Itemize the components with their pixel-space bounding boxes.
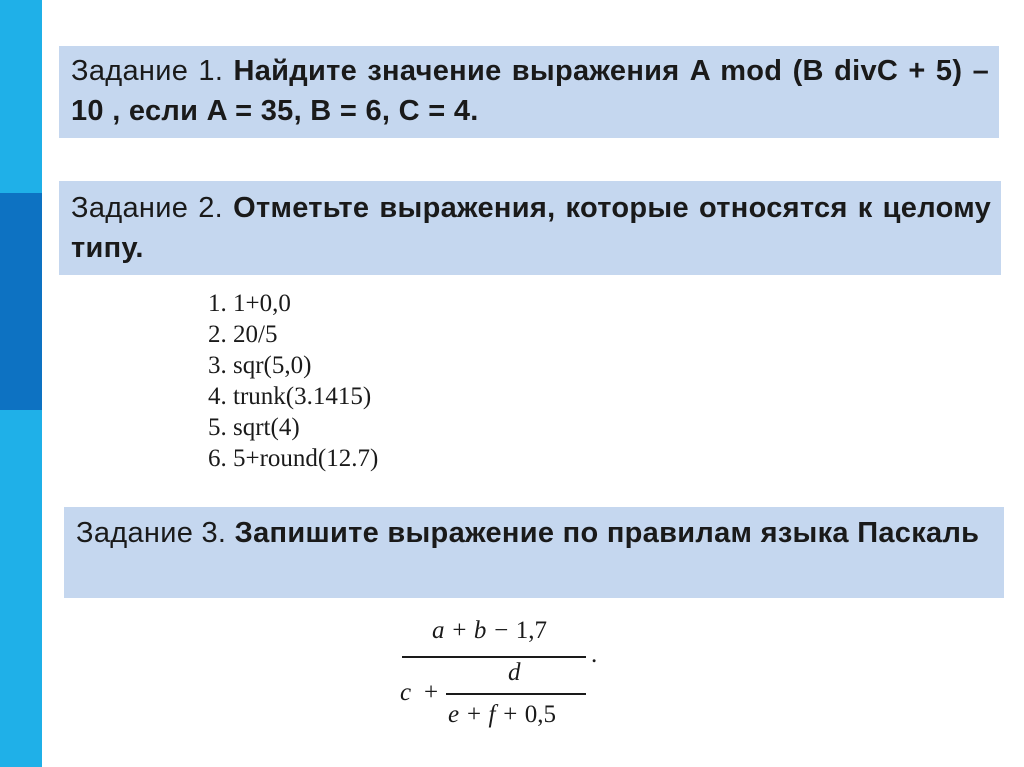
task-1-box	[59, 46, 999, 138]
formula-inner-fraction-bar	[446, 693, 586, 695]
task-2-label: Задание 2.	[71, 192, 224, 224]
formula-numerator-const: 1,7	[515, 617, 547, 644]
task-3-text: Запишите выражение по правилам языка Паскаль	[234, 517, 980, 549]
task-3-label: Задание 3.	[76, 517, 227, 549]
expression-item: 5. sqrt(4)	[208, 414, 300, 441]
expression-item: 1. 1+0,0	[208, 290, 291, 317]
math-formula	[398, 607, 628, 737]
formula-c: c	[400, 679, 412, 706]
formula-numerator-vars: a + b −	[432, 617, 516, 644]
expression-list	[208, 288, 378, 474]
expression-item: 6. 5+round(12.7)	[208, 445, 379, 472]
formula-numerator	[432, 617, 547, 645]
expression-item: 3. sqr(5,0)	[208, 352, 312, 379]
expression-item: 2. 20/5	[208, 321, 278, 348]
formula-inner-numerator: d	[508, 659, 521, 686]
task-1-label: Задание 1.	[71, 55, 224, 87]
task-1-text: Найдите значение выражения A mod (B divC + 5) – 10 , если A = 35, B = 6, C = 4.	[71, 55, 989, 127]
formula-trailing-dot: .	[591, 641, 598, 668]
task-2-text: Отметьте выражения, которые относятся к целому типу.	[71, 192, 992, 264]
formula-inner-denominator	[448, 701, 556, 729]
expression-item: 4. trunk(3.1415)	[208, 383, 372, 410]
task-2-box	[59, 181, 1001, 275]
formula-plus: +	[424, 679, 439, 706]
sidebar-accent-block	[0, 193, 42, 410]
formula-inner-denominator-vars: e + f +	[448, 701, 525, 728]
formula-main-fraction-bar	[402, 656, 586, 658]
task-3-box	[64, 507, 1004, 598]
formula-inner-denominator-const: 0,5	[524, 701, 557, 728]
